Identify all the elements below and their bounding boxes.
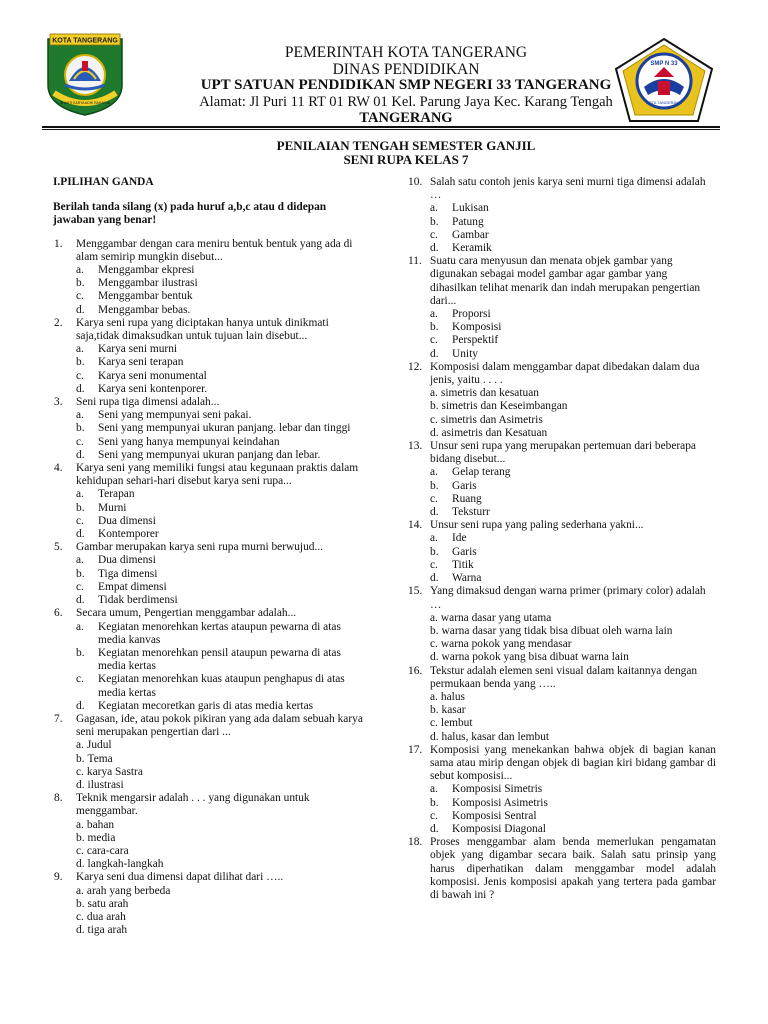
option-letter: c. <box>76 514 84 527</box>
answer-option[interactable] <box>430 797 716 810</box>
option-text: satu arah <box>87 897 129 910</box>
option-letter: c. <box>430 558 438 571</box>
option-text: Komposisi Diagonal <box>452 822 546 835</box>
option-text: warna dasar yang tidak bisa dibuat oleh warna lain <box>441 624 673 637</box>
question-text: Seni rupa tiga dimensi adalah... <box>76 396 220 409</box>
header-school-name: UPT SATUAN PENDIDIKAN SMP NEGERI 33 TANGERANG <box>200 77 612 93</box>
answer-option[interactable] <box>430 202 716 215</box>
option-text: Murni <box>98 501 127 514</box>
option-text: kasar <box>441 704 466 717</box>
option-text: lembut <box>440 717 473 730</box>
option-letter: b. <box>76 752 85 765</box>
answer-option[interactable] <box>430 651 716 664</box>
option-letter: d. <box>430 651 439 664</box>
logo-right-bottom: KOTA TANGERANG <box>645 100 683 105</box>
question-text: Komposisi yang menekankan bahwa objek di bagian kanan sama atau mirip dengan objek di bagian kiri bidang gambar di sebut komposisi... <box>430 743 716 783</box>
question-text: Karya seni dua dimensi dapat dilihat dari ….. <box>76 871 284 884</box>
option-letter: d. <box>76 303 85 316</box>
option-letter: b. <box>430 321 439 334</box>
option-letter: d. <box>430 730 439 743</box>
question <box>404 519 716 585</box>
option-letter: a. <box>76 818 84 831</box>
option-text: simetris dan kesatuan <box>440 387 539 400</box>
question <box>50 792 365 871</box>
question-number: 14. <box>408 519 423 532</box>
option-letter: d. <box>76 448 85 461</box>
option-letter: a. <box>76 554 84 567</box>
question <box>404 836 716 902</box>
question <box>404 665 716 744</box>
answer-option[interactable] <box>430 625 716 638</box>
question-number: 13. <box>408 440 423 453</box>
option-text: Titik <box>452 558 474 571</box>
option-text: asimetris dan Kesatuan <box>441 426 548 439</box>
option-text: Seni yang hanya mempunyai keindahan <box>98 435 280 448</box>
answer-option[interactable] <box>430 532 716 545</box>
header-rule-thin <box>42 129 720 130</box>
option-letter: c. <box>76 369 84 382</box>
answer-option[interactable] <box>76 647 365 673</box>
answer-option[interactable] <box>76 885 365 898</box>
option-text: ilustrasi <box>87 778 124 791</box>
exam-subject: SENI RUPA KELAS 7 <box>343 152 469 167</box>
option-letter: a. <box>430 532 438 545</box>
question <box>404 255 716 361</box>
option-text: Teksturr <box>452 506 490 519</box>
option-letter: b. <box>430 479 439 492</box>
section-heading: I.PILIHAN GANDA <box>53 176 154 188</box>
option-letter: a. <box>430 783 438 796</box>
option-text: Komposisi Simetris <box>452 783 543 796</box>
answer-option[interactable] <box>430 414 716 427</box>
option-text: Komposisi Asimetris <box>452 796 548 809</box>
right-column <box>404 176 716 902</box>
option-letter: a. <box>76 343 84 356</box>
option-letter: a. <box>430 690 438 703</box>
option-text: warna pokok yang mendasar <box>440 638 572 651</box>
option-letter: a. <box>76 620 84 633</box>
option-letter: c. <box>76 844 84 857</box>
option-text: halus, kasar dan lembut <box>441 730 550 743</box>
question-text: Yang dimaksud dengan warna primer (primary color) adalah … <box>430 585 706 611</box>
option-letter: d. <box>76 858 85 871</box>
option-letter: d. <box>430 822 439 835</box>
question <box>404 361 716 440</box>
option-text: Dua dimensi <box>98 554 156 567</box>
option-text: Seni yang mempunyai ukuran panjang. lebar dan tinggi <box>98 422 351 435</box>
option-letter: b. <box>430 545 439 558</box>
question-number: 9. <box>54 871 63 884</box>
option-letter: b. <box>430 400 439 413</box>
answer-option[interactable] <box>76 753 365 766</box>
option-letter: a. <box>430 387 438 400</box>
option-text: simetris dan Keseimbangan <box>441 400 568 413</box>
answer-option[interactable] <box>430 308 716 321</box>
option-letter: a. <box>76 884 84 897</box>
option-text: halus <box>440 690 465 703</box>
option-text: Karya seni kontenporer. <box>98 382 208 395</box>
question-number: 8. <box>54 792 63 805</box>
question-text: Tekstur adalah elemen seni visual dalam kaitannya dengan permukaan benda yang ….. <box>430 664 698 690</box>
option-letter: b. <box>76 646 85 659</box>
answer-option[interactable] <box>76 449 365 462</box>
question-number: 7. <box>54 712 63 725</box>
option-letter: a. <box>76 739 84 752</box>
option-letter: b. <box>76 567 85 580</box>
question-text: Gagasan, ide, atau pokok pikiran yang ada dalam sebuah karya seni merupakan pengertian dari ... <box>76 712 363 739</box>
answer-option[interactable] <box>430 506 716 519</box>
answer-option[interactable] <box>430 334 716 347</box>
header-address: Alamat: Jl Puri 11 RT 01 RW 01 Kel. Parung Jaya Kec. Karang Tengah <box>199 94 613 110</box>
answer-option[interactable] <box>430 427 716 440</box>
option-letter: c. <box>430 809 438 822</box>
answer-option[interactable] <box>76 845 365 858</box>
option-letter: c. <box>430 492 438 505</box>
option-letter: b. <box>76 356 85 369</box>
answer-option[interactable] <box>76 568 365 581</box>
option-text: Kegiatan mecoretkan garis di atas media kertas <box>98 699 314 712</box>
answer-option[interactable] <box>76 356 365 369</box>
answer-option[interactable] <box>430 400 716 413</box>
answer-option[interactable] <box>76 621 365 647</box>
answer-option[interactable] <box>76 673 365 699</box>
option-letter: a. <box>430 202 438 215</box>
answer-option[interactable] <box>76 858 365 871</box>
question <box>50 541 365 607</box>
option-text: tiga arah <box>87 924 128 937</box>
option-letter: b. <box>430 215 439 228</box>
option-text: Menggambar ekpresi <box>98 264 195 277</box>
option-letter: d. <box>76 528 85 541</box>
question-text: Unsur seni rupa yang merupakan pertemuan dari beberapa bidang disebut... <box>430 440 696 466</box>
answer-option[interactable] <box>430 348 716 361</box>
option-letter: b. <box>76 831 85 844</box>
question-number: 2. <box>54 316 63 329</box>
header-department: DINAS PENDIDIKAN <box>332 61 480 78</box>
question <box>50 871 365 937</box>
option-letter: b. <box>430 624 439 637</box>
question <box>404 585 716 664</box>
answer-option[interactable] <box>76 304 365 317</box>
question <box>50 607 365 713</box>
answer-option[interactable] <box>76 832 365 845</box>
question-number: 10. <box>408 176 423 188</box>
option-letter: b. <box>430 704 439 717</box>
question-number: 5. <box>54 541 63 554</box>
answer-option[interactable] <box>76 515 365 528</box>
answer-option[interactable] <box>430 242 716 255</box>
option-text: Menggambar bebas. <box>98 303 191 316</box>
answer-option[interactable] <box>76 409 365 422</box>
option-letter: c. <box>76 580 84 593</box>
answer-option[interactable] <box>76 898 365 911</box>
option-text: Keramik <box>452 242 492 255</box>
option-text: dua arah <box>86 910 126 923</box>
option-text: Ruang <box>452 492 482 505</box>
option-letter: b. <box>76 422 85 435</box>
answer-option[interactable] <box>430 704 716 717</box>
option-letter: c. <box>430 717 438 730</box>
question-text: Komposisi dalam menggambar dapat dibedakan dalam dua jenis, yaitu . . . . <box>430 360 700 387</box>
question <box>404 176 716 255</box>
option-text: Menggambar ilustrasi <box>98 277 198 290</box>
logo-left-label: KOTA TANGERANG <box>52 37 118 45</box>
question-text: Salah satu contoh jenis karya seni murni tiga dimensi adalah … <box>430 176 706 202</box>
option-text: Patung <box>452 215 484 228</box>
instructions: Berilah tanda silang (x) pada huruf a,b,c atau d didepan jawaban yang benar! <box>53 201 327 227</box>
answer-option[interactable] <box>76 554 365 567</box>
option-text: Kegiatan menorehkan kuas ataupun penghapus di atas media kertas <box>98 673 345 699</box>
answer-option[interactable] <box>76 581 365 594</box>
question <box>404 440 716 519</box>
answer-option[interactable] <box>430 638 716 651</box>
answer-option[interactable] <box>76 343 365 356</box>
option-text: warna pokok yang bisa dibuat warna lain <box>441 651 629 664</box>
answer-option[interactable] <box>76 594 365 607</box>
option-text: Empat dimensi <box>98 580 167 593</box>
option-text: Dua dimensi <box>98 514 156 527</box>
answer-option[interactable] <box>430 823 716 836</box>
answer-option[interactable] <box>76 700 365 713</box>
option-text: Gelap terang <box>452 466 511 479</box>
option-letter: d. <box>430 506 439 519</box>
option-text: Unity <box>452 347 478 360</box>
question <box>404 744 716 836</box>
option-text: Seni yang mempunyai seni pakai. <box>98 409 252 422</box>
option-text: Kegiatan menorehkan kertas ataupun pewarna di atas media kanvas <box>98 620 341 646</box>
question-text: Karya seni rupa yang diciptakan hanya untuk dinikmati saja,tidak dimaksudkan untuk tujuan lain disebut... <box>76 316 329 343</box>
question-number: 12. <box>408 360 423 373</box>
answer-option[interactable] <box>76 383 365 396</box>
question <box>50 317 365 396</box>
left-column <box>50 176 365 937</box>
option-text: Terapan <box>98 488 135 501</box>
option-text: Tidak berdimensi <box>98 594 178 607</box>
question-text: Suatu cara menyusun dan menata objek gambar yang digunakan sebagai model gambar agar gambar yang dihasilkan telihat menarik dan indah merupakan pengertian dari... <box>430 255 701 307</box>
logo-right-label: SMP N 33 <box>650 61 678 67</box>
option-letter: a. <box>430 466 438 479</box>
option-letter: a. <box>76 409 84 422</box>
option-letter: c. <box>430 228 438 241</box>
answer-option[interactable] <box>76 779 365 792</box>
option-text: bahan <box>86 818 115 831</box>
answer-option[interactable] <box>76 488 365 501</box>
answer-option[interactable] <box>430 691 716 704</box>
option-letter: a. <box>76 488 84 501</box>
answer-option[interactable] <box>76 528 365 541</box>
question <box>50 713 365 792</box>
option-text: Lukisan <box>452 202 489 215</box>
answer-option[interactable] <box>76 436 365 449</box>
answer-option[interactable] <box>76 290 365 303</box>
option-letter: d. <box>430 242 439 255</box>
exam-title: PENILAIAN TENGAH SEMESTER GANJIL <box>276 138 536 153</box>
answer-option[interactable] <box>76 422 365 435</box>
question <box>50 396 365 462</box>
question-number: 17. <box>408 743 423 756</box>
option-text: arah yang berbeda <box>86 884 171 897</box>
answer-option[interactable] <box>430 731 716 744</box>
answer-option[interactable] <box>76 819 365 832</box>
option-letter: c. <box>76 673 84 686</box>
logo-left-motto: BHAKTI KARYA ADHI RAHARJA <box>60 101 110 105</box>
header-government: PEMERINTAH KOTA TANGERANG <box>284 44 528 61</box>
option-text: Ide <box>452 532 467 545</box>
option-text: Komposisi Sentral <box>452 809 537 822</box>
question-number: 4. <box>54 462 63 475</box>
option-letter: d. <box>430 426 439 439</box>
option-text: Kegiatan menorehkan pensil ataupun pewarna di atas media kertas <box>98 646 341 673</box>
option-text: Garis <box>452 479 477 492</box>
option-letter: b. <box>76 897 85 910</box>
question-text: Teknik mengarsir adalah . . . yang digunakan untuk menggambar. <box>76 792 310 818</box>
answer-option[interactable] <box>76 911 365 924</box>
option-letter: d. <box>76 382 85 395</box>
option-text: Karya seni murni <box>98 343 178 356</box>
question-number: 15. <box>408 585 423 598</box>
option-text: Garis <box>452 545 477 558</box>
option-letter: d. <box>76 594 85 607</box>
option-letter: b. <box>76 501 85 514</box>
option-letter: a. <box>430 308 438 321</box>
answer-option[interactable] <box>430 612 716 625</box>
question-number: 3. <box>54 396 63 409</box>
option-letter: c. <box>76 290 84 303</box>
option-letter: d. <box>430 347 439 360</box>
option-text: media <box>87 831 116 844</box>
question-text: Unsur seni rupa yang paling sederhana yakni... <box>430 519 644 532</box>
option-letter: c. <box>430 334 438 347</box>
answer-option[interactable] <box>430 480 716 493</box>
option-text: Kontemporer <box>98 528 159 541</box>
answer-option[interactable] <box>430 387 716 400</box>
answer-option[interactable] <box>430 229 716 242</box>
option-text: Perspektif <box>452 334 499 347</box>
option-text: Proporsi <box>452 308 491 321</box>
question-text: Karya seni yang memiliki fungsi atau kegunaan praktis dalam kehidupan sehari-hari disebut karya seni rupa... <box>76 462 359 488</box>
answer-option[interactable] <box>76 370 365 383</box>
answer-option[interactable] <box>430 783 716 796</box>
option-text: Menggambar bentuk <box>98 290 193 303</box>
answer-option[interactable] <box>430 559 716 572</box>
option-text: karya Sastra <box>86 765 143 778</box>
answer-option[interactable] <box>430 810 716 823</box>
option-letter: b. <box>430 796 439 809</box>
option-text: Judul <box>86 739 112 752</box>
answer-option[interactable] <box>76 502 365 515</box>
answer-option[interactable] <box>430 321 716 334</box>
option-text: Tema <box>87 752 113 765</box>
option-letter: d. <box>430 572 439 585</box>
answer-option[interactable] <box>430 717 716 730</box>
kota-tangerang-logo <box>44 33 126 117</box>
option-letter: d. <box>76 778 85 791</box>
answer-option[interactable] <box>76 924 365 937</box>
option-text: Karya seni monumental <box>98 369 207 382</box>
question-text: Menggambar dengan cara meniru bentuk bentuk yang ada di alam semirip mungkin disebut... <box>76 237 353 263</box>
option-text: Komposisi <box>452 321 502 334</box>
question-number: 16. <box>408 664 423 677</box>
answer-option[interactable] <box>76 739 365 752</box>
option-letter: a. <box>76 264 84 277</box>
answer-option[interactable] <box>430 546 716 559</box>
question-number: 11. <box>408 255 422 268</box>
question <box>50 238 365 317</box>
option-text: cara-cara <box>86 844 129 857</box>
question-text: Secara umum, Pengertian menggambar adalah... <box>76 607 297 620</box>
question-number: 6. <box>54 607 63 620</box>
answer-option[interactable] <box>430 493 716 506</box>
option-text: langkah-langkah <box>87 858 164 871</box>
header-rule-thick <box>42 126 720 128</box>
answer-option[interactable] <box>76 277 365 290</box>
option-letter: a. <box>430 611 438 624</box>
option-text: Karya seni terapan <box>98 356 184 369</box>
question-number: 1. <box>54 237 63 250</box>
header-city: TANGERANG <box>359 110 453 126</box>
question-text: Gambar merupakan karya seni rupa murni berwujud... <box>76 541 324 554</box>
option-text: simetris dan Asimetris <box>440 413 543 426</box>
option-letter: b. <box>76 277 85 290</box>
option-letter: c. <box>76 435 84 448</box>
question-number: 18. <box>408 836 423 849</box>
question <box>50 462 365 541</box>
option-text: warna dasar yang utama <box>440 611 552 624</box>
option-text: Seni yang mempunyai ukuran panjang dan lebar. <box>98 448 321 461</box>
option-text: Tiga dimensi <box>98 567 158 580</box>
question-text: Proses menggambar alam benda memerlukan pengamatan objek yang digambar secara baik. Salah satu prinsip yang harus diperhatikan dalam menggambar model adalah komposisi. Jenis komposisi apakah yang tertera pada gambar di bawah ini ? <box>430 836 716 901</box>
option-text: Warna <box>452 572 482 585</box>
option-letter: c. <box>430 413 438 426</box>
option-letter: c. <box>76 910 84 923</box>
answer-option[interactable] <box>430 572 716 585</box>
option-text: Gambar <box>452 228 489 241</box>
option-letter: d. <box>76 924 85 937</box>
answer-option[interactable] <box>430 466 716 479</box>
answer-option[interactable] <box>76 766 365 779</box>
answer-option[interactable] <box>76 264 365 277</box>
option-letter: c. <box>76 765 84 778</box>
option-letter: c. <box>430 638 438 651</box>
option-letter: d. <box>76 699 85 712</box>
answer-option[interactable] <box>430 216 716 229</box>
